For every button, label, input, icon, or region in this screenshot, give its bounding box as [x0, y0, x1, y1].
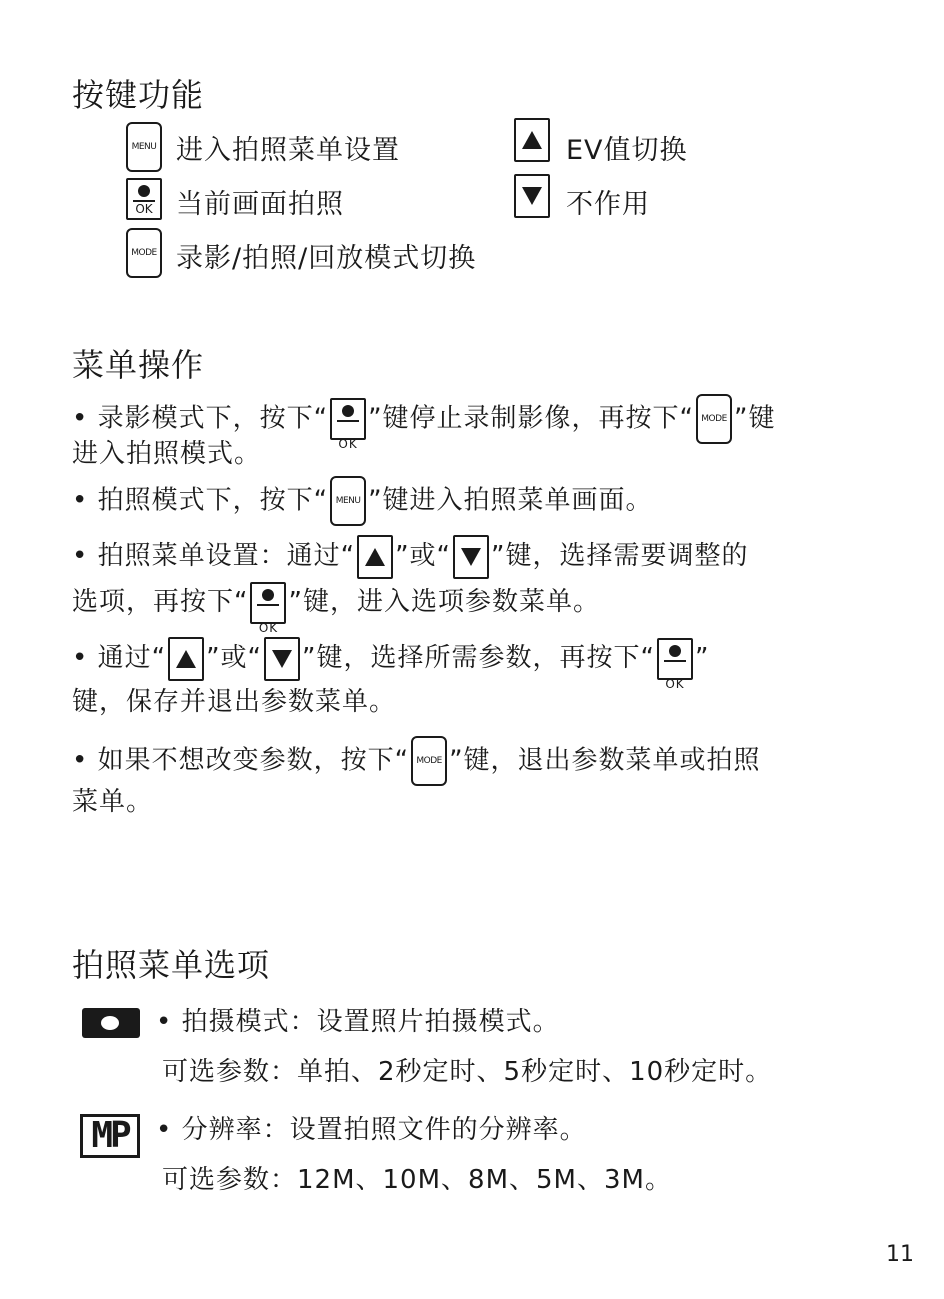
paragraph-select-param-cont: 键，保存并退出参数菜单。: [72, 687, 397, 717]
resolution-line2: 可选参数：12M、10M、8M、5M、3M。: [162, 1165, 672, 1195]
section-title-menu-operation: 菜单操作: [72, 346, 205, 384]
paragraph-record-mode-cont: 进入拍照模式。: [72, 439, 262, 469]
up-key-row: [514, 118, 550, 162]
mode-key-row: [126, 228, 162, 278]
ok-key-icon: OK: [657, 638, 693, 680]
ok-key-desc: 当前画面拍照: [176, 189, 344, 220]
camera-icon: [82, 1008, 140, 1038]
section-title-button-functions: 按键功能: [72, 76, 205, 114]
paragraph-record-mode: • 录影模式下，按下“ OK ”键停止录制影像，再按下“ MODE ”键: [72, 394, 776, 444]
section-title-photo-menu-options: 拍照菜单选项: [72, 946, 271, 984]
paragraph-select-param: • 通过“ ”或“ ”键，选择所需参数，再按下“ OK ”: [72, 636, 709, 681]
up-key-desc: EV值切换: [566, 135, 688, 166]
down-arrow-icon: [453, 535, 489, 579]
up-arrow-icon: [168, 637, 204, 681]
paragraph-menu-settings-cont: 选项，再按下“ OK ”键，进入选项参数菜单。: [72, 580, 600, 624]
ok-key-icon: OK: [330, 398, 366, 440]
ok-key-icon: OK: [126, 178, 162, 220]
shooting-mode-line1: • 拍摄模式：设置照片拍摄模式。: [156, 1007, 560, 1037]
paragraph-exit-cont: 菜单。: [72, 787, 154, 817]
page-number: 11: [886, 1242, 914, 1267]
ok-key-icon: OK: [250, 582, 286, 624]
mode-key-icon: MODE: [696, 394, 732, 444]
menu-key-desc: 进入拍照菜单设置: [176, 135, 400, 166]
mode-key-icon: MODE: [411, 736, 447, 786]
menu-key-icon: MENU: [126, 122, 162, 172]
menu-key-icon: MENU: [330, 476, 366, 526]
menu-key-row: [126, 122, 162, 172]
up-arrow-icon: [514, 118, 550, 162]
mp-icon: MP: [80, 1114, 140, 1158]
paragraph-photo-mode: • 拍照模式下，按下“ MENU ”键进入拍照菜单画面。: [72, 476, 653, 526]
paragraph-menu-settings: • 拍照菜单设置：通过“ ”或“ ”键，选择需要调整的: [72, 534, 749, 579]
ok-key-row: [126, 178, 162, 220]
down-arrow-icon: [264, 637, 300, 681]
down-key-row: [514, 174, 550, 218]
up-arrow-icon: [357, 535, 393, 579]
mode-key-desc: 录影/拍照/回放模式切换: [176, 243, 477, 274]
shooting-mode-line2: 可选参数：单拍、2秒定时、5秒定时、10秒定时。: [162, 1057, 773, 1087]
mode-key-icon: MODE: [126, 228, 162, 278]
resolution-line1: • 分辨率：设置拍照文件的分辨率。: [156, 1115, 587, 1145]
down-key-desc: 不作用: [566, 189, 650, 220]
paragraph-exit: • 如果不想改变参数，按下“ MODE ”键，退出参数菜单或拍照: [72, 736, 761, 786]
down-arrow-icon: [514, 174, 550, 218]
